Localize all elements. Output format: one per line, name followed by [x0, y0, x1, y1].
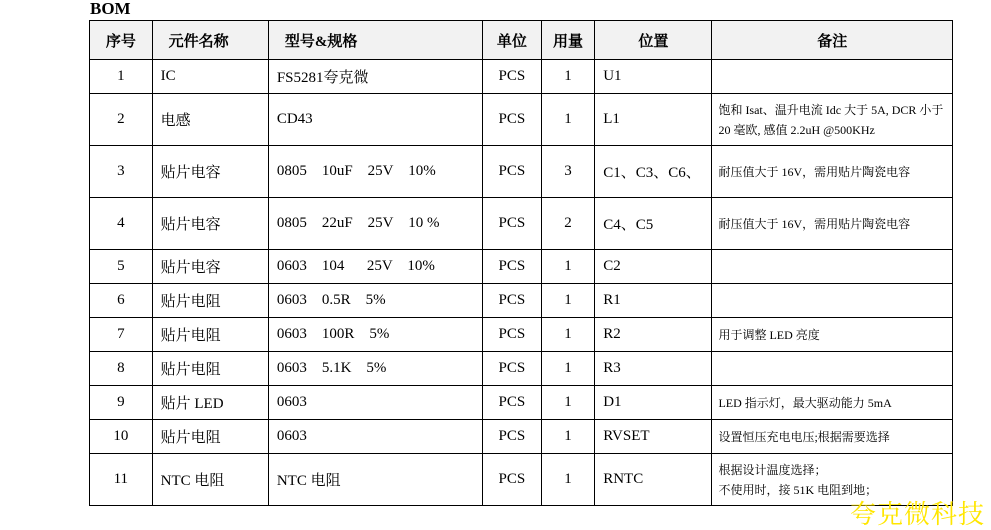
cell-model-spec: NTC 电阻 [268, 454, 482, 506]
table-row [90, 420, 953, 454]
cell-index: 7 [90, 318, 153, 352]
cell-position: R1 [595, 284, 712, 318]
cell-quantity: 2 [541, 198, 595, 250]
cell-remarks: 设置恒压充电电压;根据需要选择 [712, 420, 953, 454]
header-remarks: 备注 [712, 21, 953, 60]
cell-model-spec: 0603 5.1K 5% [268, 352, 482, 386]
cell-remarks: LED 指示灯，最大驱动能力 5mA [712, 386, 953, 420]
cell-position: L1 [595, 94, 712, 146]
header-index: 序号 [90, 21, 153, 60]
cell-index: 6 [90, 284, 153, 318]
bom-title: BOM [90, 0, 131, 18]
header-part-name: 元件名称 [152, 21, 268, 60]
cell-part-name: 贴片电阻 [152, 318, 268, 352]
cell-model-spec: 0805 22uF 25V 10 % [268, 198, 482, 250]
cell-remarks: 饱和 Isat、温升电流 Idc 大于 5A, DCR 小于 20 毫欧, 感值 2.2uH @500KHz [712, 94, 953, 146]
cell-part-name: 贴片电阻 [152, 420, 268, 454]
table-row [90, 454, 953, 506]
cell-position: C4、C5 [595, 198, 712, 250]
cell-quantity: 3 [541, 146, 595, 198]
cell-unit: PCS [483, 420, 542, 454]
cell-part-name: 贴片 LED [152, 386, 268, 420]
cell-unit: PCS [483, 146, 542, 198]
cell-index: 9 [90, 386, 153, 420]
cell-model-spec: FS5281夸克微 [268, 60, 482, 94]
cell-index: 3 [90, 146, 153, 198]
table-row [90, 60, 953, 94]
cell-model-spec: 0603 104 25V 10% [268, 250, 482, 284]
cell-unit: PCS [483, 318, 542, 352]
header-unit: 单位 [483, 21, 542, 60]
cell-quantity: 1 [541, 60, 595, 94]
cell-index: 10 [90, 420, 153, 454]
cell-unit: PCS [483, 60, 542, 94]
header-position: 位置 [595, 21, 712, 60]
table-row [90, 198, 953, 250]
cell-remarks: 耐压值大于 16V，需用贴片陶瓷电容 [712, 146, 953, 198]
cell-part-name: 贴片电阻 [152, 284, 268, 318]
cell-quantity: 1 [541, 250, 595, 284]
watermark: 夸克微科技 [850, 500, 986, 530]
cell-part-name: 电感 [152, 94, 268, 146]
table-row [90, 318, 953, 352]
cell-model-spec: 0603 [268, 386, 482, 420]
cell-model-spec: 0603 100R 5% [268, 318, 482, 352]
cell-unit: PCS [483, 250, 542, 284]
cell-position: R3 [595, 352, 712, 386]
cell-position: C2 [595, 250, 712, 284]
table-header-row [90, 21, 953, 60]
cell-position: RNTC [595, 454, 712, 506]
table-row [90, 94, 953, 146]
cell-part-name: NTC 电阻 [152, 454, 268, 506]
cell-quantity: 1 [541, 284, 595, 318]
cell-remarks: 耐压值大于 16V，需用贴片陶瓷电容 [712, 198, 953, 250]
cell-part-name: 贴片电容 [152, 250, 268, 284]
cell-index: 11 [90, 454, 153, 506]
cell-quantity: 1 [541, 318, 595, 352]
cell-part-name: 贴片电容 [152, 146, 268, 198]
cell-index: 1 [90, 60, 153, 94]
table-body [90, 60, 953, 506]
cell-part-name: 贴片电容 [152, 198, 268, 250]
table-row [90, 250, 953, 284]
cell-position: R2 [595, 318, 712, 352]
cell-position: D1 [595, 386, 712, 420]
cell-remarks [712, 352, 953, 386]
cell-unit: PCS [483, 284, 542, 318]
cell-quantity: 1 [541, 420, 595, 454]
cell-model-spec: 0805 10uF 25V 10% [268, 146, 482, 198]
cell-part-name: IC [152, 60, 268, 94]
table-row [90, 352, 953, 386]
cell-unit: PCS [483, 352, 542, 386]
cell-unit: PCS [483, 454, 542, 506]
cell-part-name: 贴片电阻 [152, 352, 268, 386]
cell-unit: PCS [483, 94, 542, 146]
cell-remarks [712, 250, 953, 284]
cell-model-spec: 0603 [268, 420, 482, 454]
cell-quantity: 1 [541, 352, 595, 386]
cell-model-spec: CD43 [268, 94, 482, 146]
cell-unit: PCS [483, 198, 542, 250]
cell-quantity: 1 [541, 94, 595, 146]
cell-index: 8 [90, 352, 153, 386]
cell-remarks [712, 60, 953, 94]
cell-position: RVSET [595, 420, 712, 454]
bom-table [89, 20, 953, 506]
cell-position: C1、C3、C6、 [595, 146, 712, 198]
cell-remarks: 根据设计温度选择； 不使用时，接 51K 电阻到地； [712, 454, 953, 506]
cell-quantity: 1 [541, 386, 595, 420]
cell-quantity: 1 [541, 454, 595, 506]
cell-remarks: 用于调整 LED 亮度 [712, 318, 953, 352]
header-quantity: 用量 [541, 21, 595, 60]
cell-model-spec: 0603 0.5R 5% [268, 284, 482, 318]
table-row [90, 284, 953, 318]
cell-index: 2 [90, 94, 153, 146]
cell-unit: PCS [483, 386, 542, 420]
table-row [90, 146, 953, 198]
table-row [90, 386, 953, 420]
header-model-spec: 型号&规格 [268, 21, 482, 60]
cell-index: 4 [90, 198, 153, 250]
cell-position: U1 [595, 60, 712, 94]
cell-remarks [712, 284, 953, 318]
cell-index: 5 [90, 250, 153, 284]
